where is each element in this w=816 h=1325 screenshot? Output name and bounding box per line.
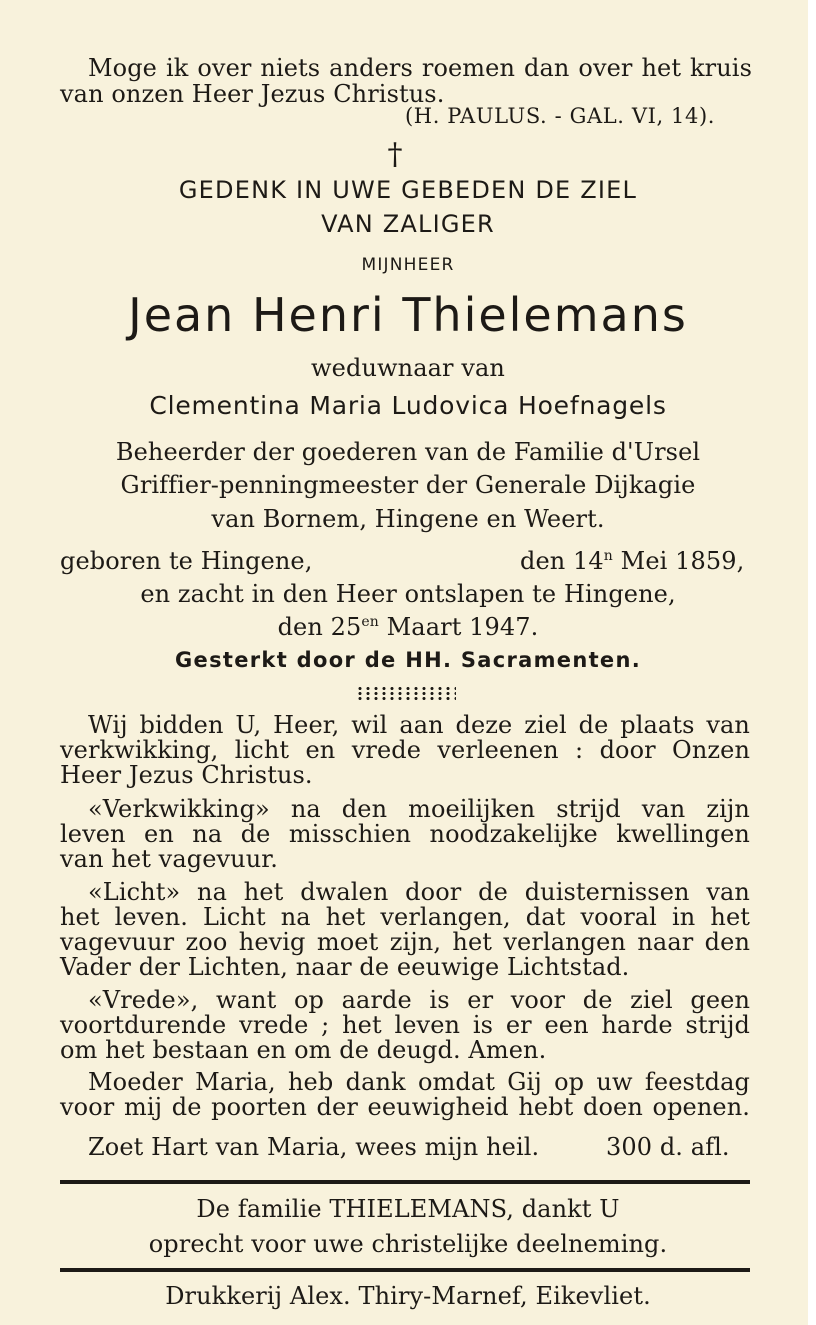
quote-source: (H. PAULUS. - GAL. VI, 14).	[405, 104, 716, 128]
role-line-2: Griffier-penningmeester der Generale Dijkagie	[120, 471, 696, 499]
death-line: en zacht in den Heer ontslapen te Hingene,	[140, 580, 676, 608]
remember-heading-line-2: VAN ZALIGER	[321, 210, 495, 238]
ejaculation-prayer: Zoet Hart van Maria, wees mijn heil.	[88, 1133, 540, 1161]
birth-date: den 14$^n$ Mei 1859,	[520, 547, 745, 575]
cross-icon: †	[387, 137, 403, 172]
death-date: den $25^{en}$ Maart 1947.	[277, 613, 539, 641]
prayer-p4-line-2: voortdurende vrede ; het leven is er een harde strijd	[60, 1011, 750, 1039]
prayer-p1-line-3: Heer Jezus Christus.	[60, 761, 313, 789]
thanks-line-1: De familie THIELEMANS, dankt U	[196, 1195, 620, 1223]
divider-bottom	[60, 1268, 750, 1272]
printer-credit: Drukkerij Alex. Thiry-Marnef, Eikevliet.	[165, 1282, 651, 1310]
prayer-p2-line-1: «Verkwikking» na den moeilijken strijd van zijn	[88, 795, 750, 823]
prayer-p3-line-1: «Licht» na het dwalen door de duisternissen van	[88, 878, 750, 906]
prayer-p2-line-2: leven en na de misschien noodzakelijke kwellingen	[60, 820, 750, 848]
prayer-p5-line-2: voor mij de poorten der eeuwigheid hebt doen openen.	[60, 1093, 750, 1121]
role-line-3: van Bornem, Hingene en Weert.	[211, 505, 605, 533]
title-mijnheer: MIJNHEER	[361, 255, 455, 275]
prayer-p1-line-1: Wij bidden U, Heer, wil aan deze ziel de plaats van	[88, 711, 750, 739]
prayer-p4-line-1: «Vrede», want op aarde is er voor de ziel geen	[88, 986, 750, 1014]
sacraments-line: Gesterkt door de HH. Sacramenten.	[175, 648, 641, 672]
birth-place: geboren te Hingene,	[60, 547, 313, 575]
prayer-p2-line-3: van het vagevuur.	[60, 845, 278, 873]
prayer-p3-line-3: vagevuur zoo hevig moet zijn, het verlangen naar den	[60, 928, 750, 956]
role-line-1: Beheerder der goederen van de Familie d'Ursel	[115, 438, 701, 466]
quote-line-2: van onzen Heer Jezus Christus.	[60, 80, 445, 108]
remember-heading-line-1: GEDENK IN UWE GEBEDEN DE ZIEL	[178, 176, 638, 204]
card-edge	[808, 0, 816, 1325]
deceased-name: Jean Henri Thielemans	[128, 288, 688, 342]
thanks-line-2: oprecht voor uwe christelijke deelneming.	[148, 1230, 668, 1258]
prayer-p3-line-4: Vader der Lichten, naar de eeuwige Lichtstad.	[60, 953, 630, 981]
prayer-p3-line-2: het leven. Licht na het verlangen, dat vooral in het	[60, 903, 750, 931]
prayer-p5-line-1: Moeder Maria, heb dank omdat Gij op uw feestdag	[88, 1068, 750, 1096]
divider-top	[60, 1180, 750, 1184]
prayer-p1-line-2: verkwikking, licht en vrede verleenen : door Onzen	[60, 736, 750, 764]
prayer-p4-line-3: om het bestaan en om de deugd. Amen.	[60, 1036, 547, 1064]
indulgence-note: 300 d. afl.	[606, 1133, 730, 1161]
dotted-divider	[356, 686, 456, 702]
spouse-name: Clementina Maria Ludovica Hoefnagels	[149, 391, 667, 420]
widower-text: weduwnaar van	[311, 354, 505, 382]
quote-line-1: Moge ik over niets anders roemen dan over het kruis	[88, 54, 752, 82]
